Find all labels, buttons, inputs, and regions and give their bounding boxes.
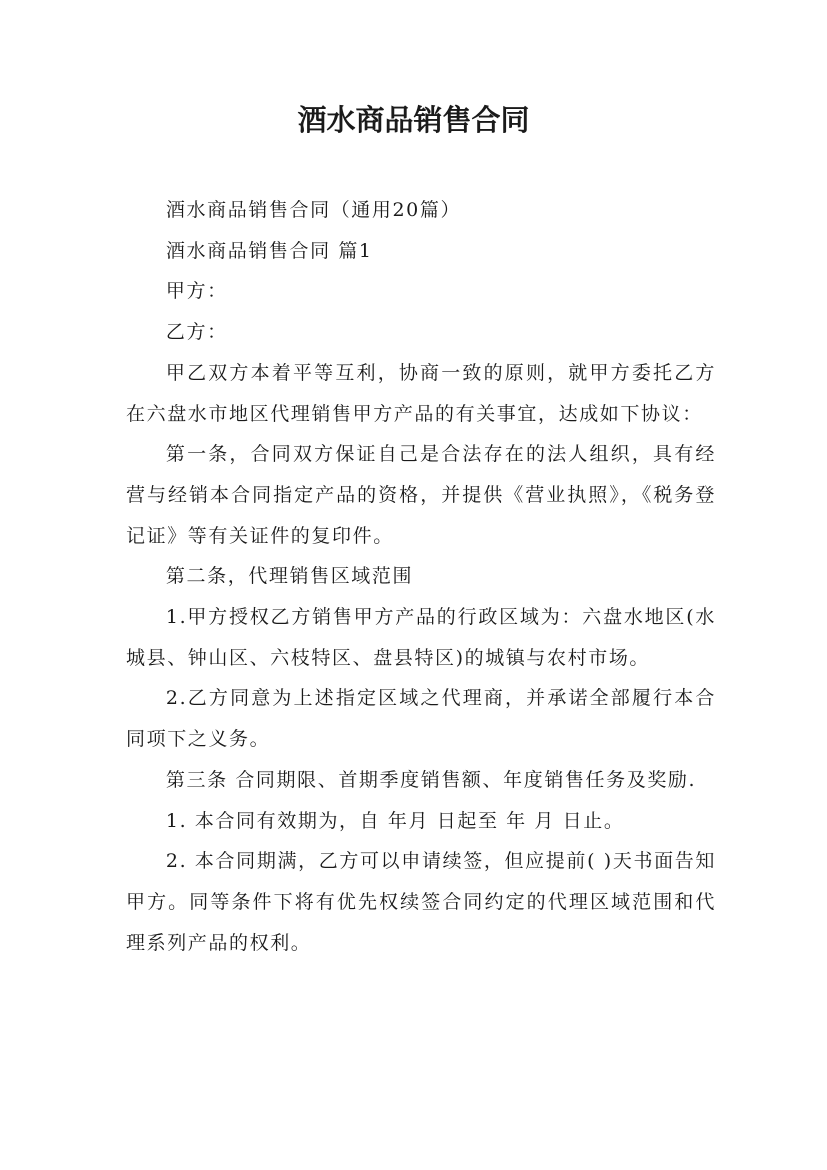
paragraph-party-a: 甲方： xyxy=(165,280,228,303)
document-title: 酒水商品销售合同 xyxy=(297,103,530,137)
paragraph-article-3-heading: 第三条 合同期限、首期季度销售额、年度销售任务及奖励. xyxy=(165,768,697,791)
paragraph-article-1: 第一条，合同双方保证自己是合法存在的法人组织，具有经营与经销本合同指定产品的资格，并提供《营业执照》，《税务登记证》等有关证件的复印件。 xyxy=(126,443,716,547)
document-body xyxy=(126,190,716,963)
paragraph-article-3-item-1: 1. 本合同有效期为，自 年月 日起至 年 月 日止。 xyxy=(165,809,625,832)
paragraph-preamble: 甲乙双方本着平等互利，协商一致的原则，就甲方委托乙方在六盘水市地区代理销售甲方产品的有关事宜，达成如下协议： xyxy=(126,361,716,425)
paragraph-article-3-item-2: 2. 本合同期满，乙方可以申请续签，但应提前( )天书面告知甲方。同等条件下将有优先权续签合同约定的代理区域范围和代理系列产品的权利。 xyxy=(126,850,716,954)
paragraph-article-2-item-1: 1.甲方授权乙方销售甲方产品的行政区域为：六盘水地区(水城县、钟山区、六枝特区、盘县特区)的城镇与农村市场。 xyxy=(126,606,716,669)
paragraph-party-b: 乙方： xyxy=(165,321,228,344)
paragraph-chapter-heading: 酒水商品销售合同 篇1 xyxy=(165,239,373,262)
paragraph-article-2-item-2: 2.乙方同意为上述指定区域之代理商，并承诺全部履行本合同项下之义务。 xyxy=(126,687,716,751)
paragraph-article-2-heading: 第二条，代理销售区域范围 xyxy=(165,565,414,588)
paragraph-subtitle: 酒水商品销售合同（通用20篇） xyxy=(165,199,462,221)
